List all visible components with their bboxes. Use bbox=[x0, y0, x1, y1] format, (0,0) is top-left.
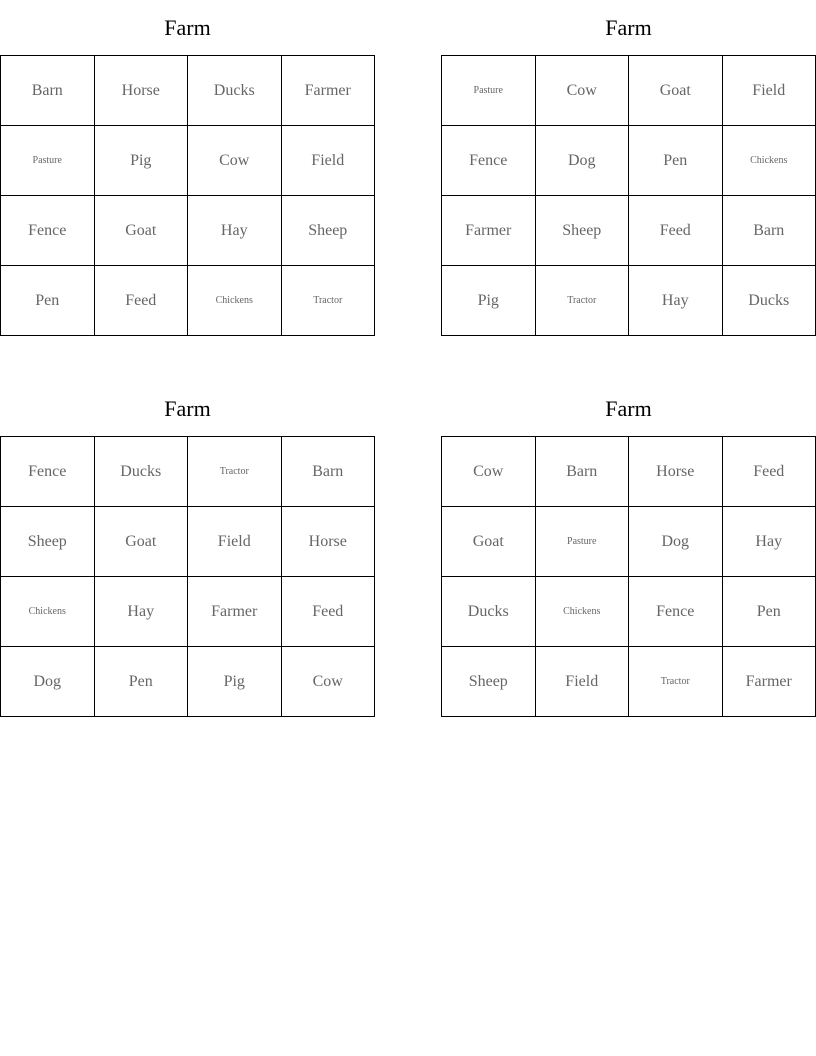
bingo-card bbox=[0, 0, 375, 336]
bingo-cell: Chickens bbox=[1, 577, 95, 647]
bingo-cell: Sheep bbox=[1, 507, 95, 577]
bingo-cell: Tractor bbox=[536, 266, 630, 336]
bingo-cell: Tractor bbox=[188, 437, 282, 507]
bingo-cell: Pasture bbox=[442, 56, 536, 126]
bingo-cell: Hay bbox=[723, 507, 816, 577]
bingo-cell: Cow bbox=[188, 126, 282, 196]
bingo-grid bbox=[441, 55, 816, 336]
bingo-cell: Dog bbox=[629, 507, 723, 577]
bingo-cell: Barn bbox=[1, 56, 95, 126]
card-title: Farm bbox=[164, 396, 211, 421]
bingo-cell: Sheep bbox=[442, 647, 536, 717]
bingo-cell: Goat bbox=[95, 196, 189, 266]
bingo-grid bbox=[0, 436, 375, 717]
bingo-cell: Pen bbox=[629, 126, 723, 196]
bingo-cell: Hay bbox=[95, 577, 189, 647]
bingo-cell: Fence bbox=[1, 437, 95, 507]
card-title: Farm bbox=[605, 396, 652, 421]
bingo-cell: Tractor bbox=[629, 647, 723, 717]
bingo-cell: Barn bbox=[282, 437, 376, 507]
bingo-cell: Sheep bbox=[536, 196, 630, 266]
bingo-card bbox=[441, 0, 816, 336]
bingo-cell: Fence bbox=[629, 577, 723, 647]
bingo-cell: Pig bbox=[95, 126, 189, 196]
bingo-cell: Cow bbox=[442, 437, 536, 507]
bingo-cell: Dog bbox=[1, 647, 95, 717]
bingo-cell: Fence bbox=[442, 126, 536, 196]
bingo-cell: Goat bbox=[95, 507, 189, 577]
bingo-grid bbox=[0, 55, 375, 336]
bingo-cell: Field bbox=[723, 56, 816, 126]
bingo-cell: Feed bbox=[629, 196, 723, 266]
bingo-cell: Cow bbox=[536, 56, 630, 126]
bingo-cell: Field bbox=[282, 126, 376, 196]
bingo-cell: Horse bbox=[95, 56, 189, 126]
bingo-cell: Feed bbox=[95, 266, 189, 336]
bingo-cell: Pen bbox=[723, 577, 816, 647]
bingo-cell: Fence bbox=[1, 196, 95, 266]
bingo-cell: Ducks bbox=[442, 577, 536, 647]
bingo-cell: Chickens bbox=[188, 266, 282, 336]
bingo-cell: Barn bbox=[723, 196, 816, 266]
bingo-cell: Goat bbox=[629, 56, 723, 126]
bingo-cell: Barn bbox=[536, 437, 630, 507]
bingo-card bbox=[0, 381, 375, 717]
bingo-cell: Horse bbox=[282, 507, 376, 577]
bingo-cell: Sheep bbox=[282, 196, 376, 266]
bingo-cell: Feed bbox=[282, 577, 376, 647]
bingo-cell: Pig bbox=[188, 647, 282, 717]
bingo-cell: Field bbox=[536, 647, 630, 717]
bingo-card bbox=[441, 381, 816, 717]
bingo-cell: Tractor bbox=[282, 266, 376, 336]
bingo-cell: Pen bbox=[1, 266, 95, 336]
bingo-cell: Chickens bbox=[536, 577, 630, 647]
bingo-cell: Farmer bbox=[442, 196, 536, 266]
bingo-cell: Farmer bbox=[723, 647, 816, 717]
bingo-cell: Feed bbox=[723, 437, 816, 507]
bingo-cell: Ducks bbox=[188, 56, 282, 126]
bingo-cell: Farmer bbox=[188, 577, 282, 647]
bingo-cell: Farmer bbox=[282, 56, 376, 126]
bingo-cell: Hay bbox=[188, 196, 282, 266]
bingo-cell: Dog bbox=[536, 126, 630, 196]
bingo-cell: Pen bbox=[95, 647, 189, 717]
bingo-cell: Hay bbox=[629, 266, 723, 336]
bingo-cell: Field bbox=[188, 507, 282, 577]
bingo-cell: Pasture bbox=[1, 126, 95, 196]
bingo-cell: Ducks bbox=[723, 266, 816, 336]
bingo-cell: Horse bbox=[629, 437, 723, 507]
bingo-grid bbox=[441, 436, 816, 717]
bingo-cell: Ducks bbox=[95, 437, 189, 507]
bingo-cell: Goat bbox=[442, 507, 536, 577]
bingo-cell: Pig bbox=[442, 266, 536, 336]
card-title: Farm bbox=[164, 15, 211, 40]
bingo-cell: Pasture bbox=[536, 507, 630, 577]
bingo-cell: Cow bbox=[282, 647, 376, 717]
card-title: Farm bbox=[605, 15, 652, 40]
bingo-cell: Chickens bbox=[723, 126, 816, 196]
